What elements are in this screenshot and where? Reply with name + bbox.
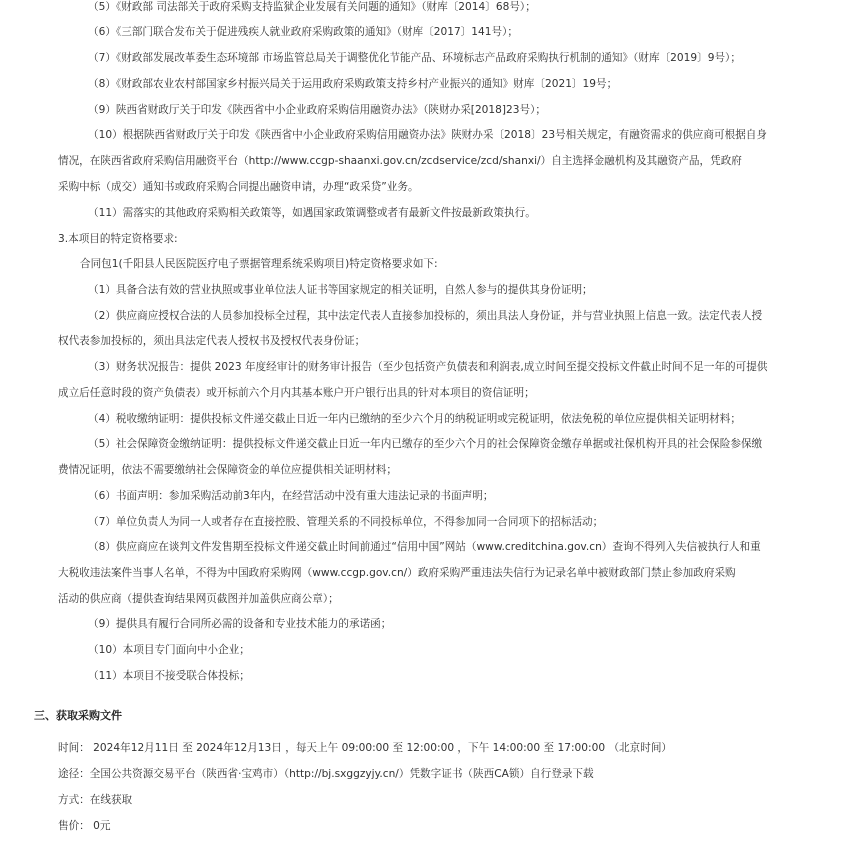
- qualification-item-2-line-1: （2）供应商应授权合法的人员参加投标全过程，其中法定代表人直接参加投标的，须出具法人身份证，并与营业执照上信息一致。法定代表人授: [88, 310, 763, 322]
- document-price: 售价： 0元: [58, 820, 111, 832]
- policy-item-5: （5）《财政部 司法部关于政府采购支持监狱企业发展有关问题的通知》（财库〔2014〕68号）；: [88, 1, 536, 13]
- policy-item-10-line-3: 采购中标（成交）通知书或政府采购合同提出融资申请，办理“政采贷”业务。: [58, 181, 419, 193]
- package-requirement-intro: 合同包1(千阳县人民医院医疗电子票据管理系统采购项目)特定资格要求如下:: [80, 258, 438, 270]
- policy-item-7: （7）《财政部发展改革委生态环境部 市场监管总局关于调整优化节能产品、环境标志产品政府采购执行机制的通知》（财库〔2019〕9号）；: [88, 52, 741, 64]
- qualification-item-11: （11）本项目不接受联合体投标；: [88, 670, 250, 682]
- qualification-item-8-line-2: 大税收违法案件当事人名单，不得为中国政府采购网（www.ccgp.gov.cn/）政府采购严重违法失信行为记录名单中被财政部门禁止参加政府采购: [58, 567, 736, 579]
- obtain-method: 方式：在线获取: [58, 794, 133, 806]
- qualification-item-6: （6）书面声明：参加采购活动前3年内，在经营活动中没有重大违法记录的书面声明；: [88, 490, 494, 502]
- policy-item-10-line-1: （10）根据陕西省财政厅关于印发《陕西省中小企业政府采购信用融资办法》陕财办采〔2018〕23号相关规定，有融资需求的供应商可根据自身: [88, 129, 767, 141]
- policy-item-11: （11）需落实的其他政府采购相关政策等，如遇国家政策调整或者有最新文件按最新政策执行。: [88, 207, 536, 219]
- policy-item-9: （9）陕西省财政厅关于印发《陕西省中小企业政府采购信用融资办法》（陕财办采[2018]23号）；: [88, 104, 546, 116]
- section-heading-obtain-documents: 三、获取采购文件: [34, 709, 122, 722]
- qualification-item-8-line-3: 活动的供应商（提供查询结果网页截图并加盖供应商公章）；: [58, 593, 339, 605]
- qualification-item-7: （7）单位负责人为同一人或者存在直接控股、管理关系的不同投标单位，不得参加同一合同项下的招标活动；: [88, 516, 604, 528]
- qualification-item-2-line-2: 权代表参加投标的，须出具法定代表人授权书及授权代表身份证；: [58, 335, 366, 347]
- policy-item-6: （6）《三部门联合发布关于促进残疾人就业政府采购政策的通知》（财库〔2017〕141号）；: [88, 26, 518, 38]
- qualification-item-1: （1）具备合法有效的营业执照或事业单位法人证书等国家规定的相关证明，自然人参与的提供其身份证明；: [88, 284, 593, 296]
- obtain-route: 途径：全国公共资源交易平台（陕西省·宝鸡市）（http://bj.sxggzyjy.cn/）凭数字证书（陕西CA锁）自行登录下载: [58, 768, 594, 780]
- qualification-item-8-line-1: （8）供应商应在谈判文件发售期至投标文件递交截止时间前通过“信用中国”网站（www.creditchina.gov.cn）查询不得列入失信被执行人和重: [88, 541, 761, 553]
- qualification-item-10: （10）本项目专门面向中小企业；: [88, 644, 250, 656]
- qualification-item-9: （9）提供具有履行合同所必需的设备和专业技术能力的承诺函；: [88, 618, 392, 630]
- policy-item-8: （8）《财政部农业农村部国家乡村振兴局关于运用政府采购政策支持乡村产业振兴的通知》财库〔2021〕19号；: [88, 78, 618, 90]
- qualification-heading: 3.本项目的特定资格要求:: [58, 233, 178, 245]
- policy-item-10-line-2: 情况，在陕西省政府采购信用融资平台（http://www.ccgp-shaanxi.gov.cn/zcdservice/zcd/shanxi/）自主选择金融机构及其融资产品，凭政府: [58, 155, 742, 167]
- obtain-time: 时间： 2024年12月11日 至 2024年12月13日 ，每天上午 09:00:00 至 12:00:00 ，下午 14:00:00 至 17:00:00 （北京时间）: [58, 742, 673, 754]
- qualification-item-4: （4）税收缴纳证明：提供投标文件递交截止日近一年内已缴纳的至少六个月的纳税证明或完税证明，依法免税的单位应提供相关证明材料；: [88, 413, 741, 425]
- qualification-item-3-line-1: （3）财务状况报告：提供 2023 年度经审计的财务审计报告（至少包括资产负债表和利润表,成立时间至提交投标文件截止时间不足一年的可提供: [88, 361, 768, 373]
- qualification-item-3-line-2: 成立后任意时段的资产负债表）或开标前六个月内其基本账户开户银行出具的针对本项目的资信证明；: [58, 387, 535, 399]
- qualification-item-5-line-1: （5）社会保障资金缴纳证明：提供投标文件递交截止日近一年内已缴存的至少六个月的社会保障资金缴存单据或社保机构开具的社会保险参保缴: [88, 438, 763, 450]
- qualification-item-5-line-2: 费情况证明，依法不需要缴纳社会保障资金的单位应提供相关证明材料；: [58, 464, 397, 476]
